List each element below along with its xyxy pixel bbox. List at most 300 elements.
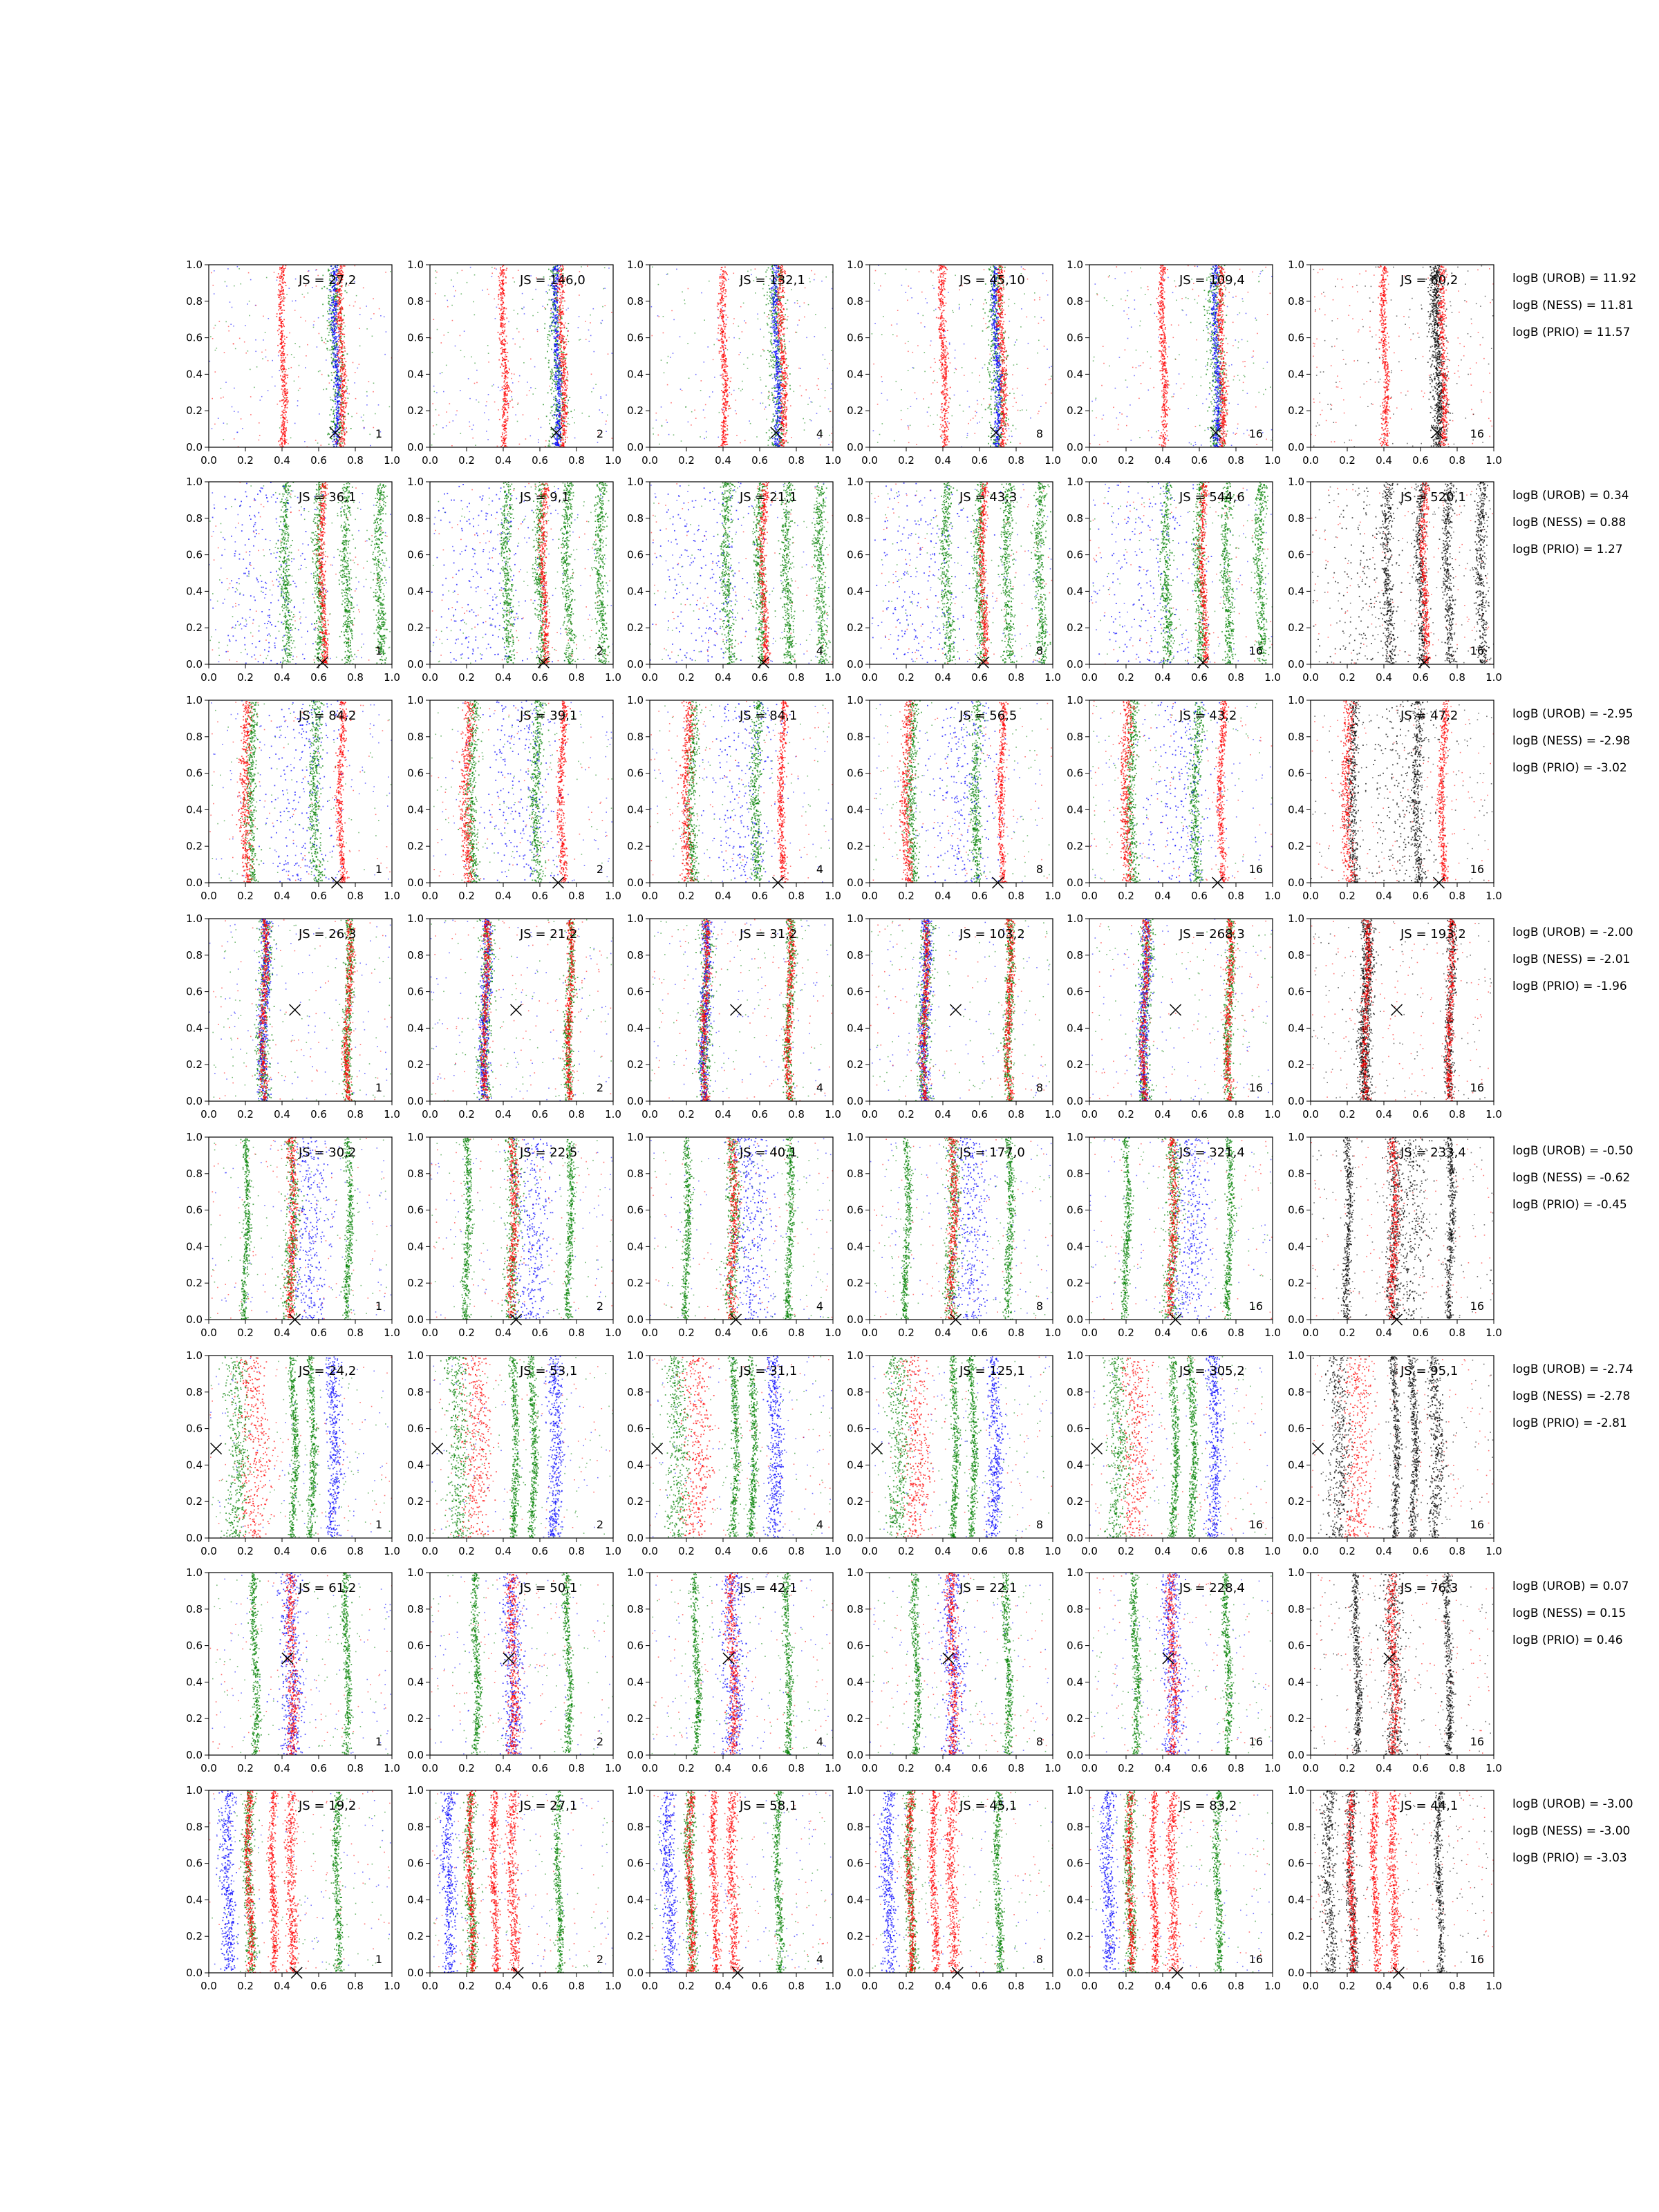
scatter-point [504,371,505,372]
scatter-point [779,379,780,381]
scatter-point [778,385,780,386]
scatter-point [561,363,562,364]
scatter-point [565,397,566,398]
scatter-point [774,444,776,445]
scatter-point [283,415,284,417]
scatter-point [755,292,756,294]
scatter-point [315,440,317,441]
x-tick-label: 0.6 [310,454,327,467]
scatter-point [331,302,332,303]
scatter-point [468,378,469,379]
scatter-point [281,296,282,297]
scatter-point [329,382,330,384]
scatter-point [502,386,503,388]
scatter-point [691,424,692,426]
scatter-point [338,371,339,372]
scatter-point [560,413,561,414]
scatter-point [556,440,558,441]
scatter-point [281,429,283,431]
scatter-point [285,411,287,413]
scatter-point [227,424,228,425]
scatter-point [564,385,565,386]
scatter-point [337,327,339,328]
scatter-point [564,433,565,434]
scatter-point [339,334,341,335]
scatter-point [758,319,759,320]
scatter-point [502,303,503,305]
scatter-point [652,335,653,337]
scatter-point [342,354,344,355]
scatter-point [342,351,344,353]
scatter-point [768,391,769,393]
scatter-point [344,364,345,365]
scatter-point [335,398,336,400]
scatter-point [760,377,761,379]
scatter-point [500,275,501,276]
scatter-point [772,317,774,318]
scatter-point [509,388,510,389]
scatter-point [356,413,357,414]
y-tick-label: 1.0 [407,259,424,271]
scatter-point [245,325,246,326]
scatter-point [499,334,500,335]
scatter-point [372,336,373,337]
scatter-point [281,415,282,416]
scatter-point [342,345,344,346]
scatter-point [285,400,287,402]
scatter-point [234,438,235,440]
scatter-point [563,444,565,446]
scatter-point [772,268,774,270]
scatter-point [556,363,557,364]
scatter-point [491,267,493,268]
scatter-point [562,290,563,292]
scatter-point [357,368,359,369]
scatter-point [774,324,776,326]
scatter-point [259,422,260,424]
scatter-point [366,306,367,307]
scatter-point [339,353,341,354]
scatter-point [561,299,562,301]
scatter-point [559,268,561,269]
scatter-point [280,375,281,377]
scatter-points [651,265,834,449]
scatter-point [550,413,552,414]
scatter-point [337,418,338,420]
scatter-point [285,430,287,431]
scatter-point [284,444,285,445]
scatter-point [341,398,343,400]
scatter-point [308,271,309,272]
scatter-point [283,395,284,397]
scatter-point [565,414,567,415]
scatter-point [765,406,767,408]
scatter-point [720,315,721,316]
scatter-point [284,359,285,361]
scatter-point [453,286,454,288]
scatter-point [560,387,561,388]
scatter-point [561,445,563,447]
scatter-point [556,375,558,376]
scatter-point [335,430,336,431]
scatter-point [331,372,332,373]
scatter-point [774,332,775,333]
scatter-point [501,436,503,438]
scatter-point [215,350,216,351]
scatter-point [335,338,337,339]
scatter-point [552,299,554,300]
scatter-point [482,290,483,291]
scatter-point [348,397,349,399]
scatter-point [564,354,565,355]
scatter-point [503,280,504,281]
scatter-point [344,358,346,359]
scatter-point [343,445,344,447]
scatter-point [279,350,281,351]
scatter-point [331,327,332,328]
scatter-point [282,439,283,440]
scatter-point [279,281,281,282]
scatter-point [726,319,727,321]
scatter-point [327,341,328,342]
scatter-point [570,411,572,412]
scatter-point [337,436,338,438]
scatter-point [500,294,501,295]
scatter-point [282,414,283,415]
scatter-point [280,325,281,326]
scatter-point [558,442,559,444]
scatter-point [688,377,690,379]
scatter-point [337,332,339,333]
scatter-point [506,401,507,402]
scatter-point [561,361,562,362]
scatter-point [280,278,281,279]
scatter-point [588,416,590,418]
scatter-point [281,319,282,320]
scatter-point [272,360,273,362]
scatter-point [498,276,499,277]
scatter-point [336,420,337,422]
scatter-point [210,336,212,337]
scatter-point [673,434,675,435]
scatter-point [738,354,740,355]
scatter-point [771,339,772,341]
scatter-point [518,270,519,271]
scatter-point [456,411,458,412]
scatter-point [658,284,659,285]
scatter-point [238,411,239,413]
scatter-point [284,343,285,344]
scatter-point [555,381,556,382]
scatter-point [562,400,563,402]
scatter-point [567,403,568,404]
scatter-point [340,294,341,295]
scatter-point [523,307,525,308]
scatter-point [504,413,505,414]
scatter-point [559,375,560,376]
scatter-point [341,442,343,444]
scatter-point [337,382,339,384]
scatter-point [338,423,339,424]
scatter-point [555,382,556,384]
scatter-point [336,415,337,417]
scatter-point [667,384,668,386]
scatter-point [384,317,385,318]
scatter-point [769,404,770,406]
scatter-point [564,431,565,433]
scatter-point [574,409,575,411]
scatter-point [499,280,500,281]
scatter-point [514,281,515,283]
scatter-point [344,342,345,344]
scatter-point [505,376,506,377]
scatter-point [334,423,335,424]
scatter-point [762,349,764,350]
scatter-point [469,422,470,423]
scatter-point [339,359,340,361]
scatter-point [554,322,555,324]
scatter-point [562,361,563,362]
scatter-point [501,272,503,274]
scatter-point [223,439,225,440]
scatter-point [554,268,555,269]
scatter-point [500,390,501,391]
scatter-point [770,350,771,352]
scatter-point [337,400,339,402]
scatter-point [303,297,305,298]
scatter-point [523,339,525,340]
scatter-point [306,355,307,357]
scatter-point [507,377,509,379]
scatter-point [566,406,568,407]
scatter-point [332,290,334,292]
scatter-point [798,368,800,369]
scatter-point [283,413,284,414]
scatter-point [366,391,368,393]
js-label: JS = 27,2 [298,273,356,288]
scatter-point [559,358,561,359]
scatter-point [344,336,345,337]
scatter-point [280,291,281,292]
scatter-point [564,434,565,435]
scatter-point [579,271,581,272]
scatter-point [242,428,243,429]
scatter-point [789,385,791,386]
scatter-point [342,358,344,359]
scatter-point [299,388,301,389]
scatter-point [501,299,503,300]
scatter-point [558,372,559,373]
scatter-point [685,406,686,408]
scatter-point [552,415,554,417]
scatter-point [560,426,561,427]
scatter-point [561,418,562,419]
scatter-point [561,298,563,299]
scatter-point [335,303,337,305]
scatter-point [281,272,283,273]
scatter-point [554,298,556,299]
scatter-point [731,377,732,379]
scatter-point [804,302,805,303]
scatter-point [345,397,346,399]
scatter-point [735,413,737,415]
scatter-point [473,301,474,303]
scatter-point [333,294,335,295]
scatter-point [555,438,556,440]
scatter-point [747,368,749,369]
scatter-point [511,391,512,393]
scatter-point [373,427,375,429]
scatter-point [561,353,562,355]
scatter-point [313,327,315,328]
column-label: 2 [597,427,603,440]
scatter-point [605,305,606,306]
scatter-point [452,320,453,321]
scatter-point [794,302,796,303]
scatter-point [772,294,774,295]
scatter-point [341,299,343,300]
scatter-point [775,305,776,306]
scatter-point [751,270,752,271]
scatter-point [557,393,559,395]
scatter-point [345,348,346,349]
scatter-point [773,354,774,355]
scatter-point [285,285,287,286]
scatter-point [561,365,562,366]
x-tick-label: 0.4 [274,454,290,467]
scatter-point [774,357,775,358]
scatter-point [496,307,498,308]
scatter-point [733,324,734,325]
scatter-point [549,444,550,445]
scatter-point [285,268,286,269]
scatter-point [563,371,565,372]
scatter-point [332,309,334,310]
scatter-point [281,400,283,402]
scatter-point [236,432,238,433]
scatter-point [590,335,592,337]
scatter-point [581,266,582,268]
scatter-point [800,368,801,369]
scatter-point [599,409,601,411]
scatter-point [719,412,720,413]
scatter-point [553,291,554,292]
scatter-point [777,360,778,362]
scatter-point [556,377,557,379]
scatter-point [328,335,330,336]
scatter-point [775,378,776,379]
scatter-point [281,312,283,314]
scatter-point [504,330,505,331]
scatter-point [704,319,705,321]
scatter-point [552,410,553,411]
scatter-point [776,441,777,442]
scatter-point [328,270,329,272]
scatter-point [502,418,503,419]
scatter-point [327,320,328,321]
scatter-point [330,290,332,292]
scatter-point [451,305,453,306]
scatter-point [295,279,297,280]
scatter-point [284,439,285,440]
scatter-point [564,398,565,400]
scatter-point [747,357,749,359]
scatter-point [562,406,563,408]
scatter-point [433,433,435,435]
scatter-point [568,330,569,332]
scatter-point [568,423,569,424]
scatter-point [334,395,335,396]
scatter-point [281,379,283,380]
scatter-point [504,425,505,427]
scatter-point [342,438,344,439]
scatter-point [333,325,335,326]
scatter-point [442,427,444,429]
scatter-point [775,323,776,324]
scatter-point [327,311,328,312]
scatter-point [780,395,782,397]
scatter-point [342,414,344,415]
scatter-point [341,402,343,404]
scatter-point [283,341,284,343]
scatter-point [341,360,343,362]
scatter-point [469,426,471,427]
scatter-point [776,268,778,269]
scatter-point [556,442,558,443]
scatter-point [495,318,496,319]
scatter-point [506,372,507,373]
scatter-point [561,423,563,424]
scatter-point [775,411,776,412]
scatter-point [256,305,257,306]
scatter-point [777,368,778,370]
scatter-point [286,399,288,400]
scatter-point [334,440,335,441]
scatter-point [339,301,341,303]
scatter-point [561,318,563,319]
scatter-point [363,288,364,289]
scatter-point [346,402,348,404]
scatter-point [768,303,769,305]
scatter-point [337,289,339,290]
scatter-point [766,359,767,360]
scatter-point [769,366,771,368]
scatter-point [343,384,344,386]
scatter-point [771,327,772,328]
scatter-point [776,344,777,346]
scatter-point [501,344,503,345]
scatter-point [283,272,284,273]
scatter-point [771,366,772,367]
scatter-point [561,397,562,399]
scatter-point [343,368,344,370]
scatter-point [332,441,334,442]
scatter-point [328,325,329,326]
scatter-point [560,392,561,393]
scatter-point [340,309,341,310]
scatter-point [282,362,283,364]
scatter-point [335,345,337,346]
scatter-point [771,294,772,295]
scatter-point [558,313,559,315]
scatter-point [485,405,487,406]
scatter-point [335,290,337,292]
scatter-point [284,407,285,409]
scatter-point [776,350,778,352]
scatter-point [328,322,330,324]
scatter-point [776,368,777,370]
scatter-point [337,293,338,294]
